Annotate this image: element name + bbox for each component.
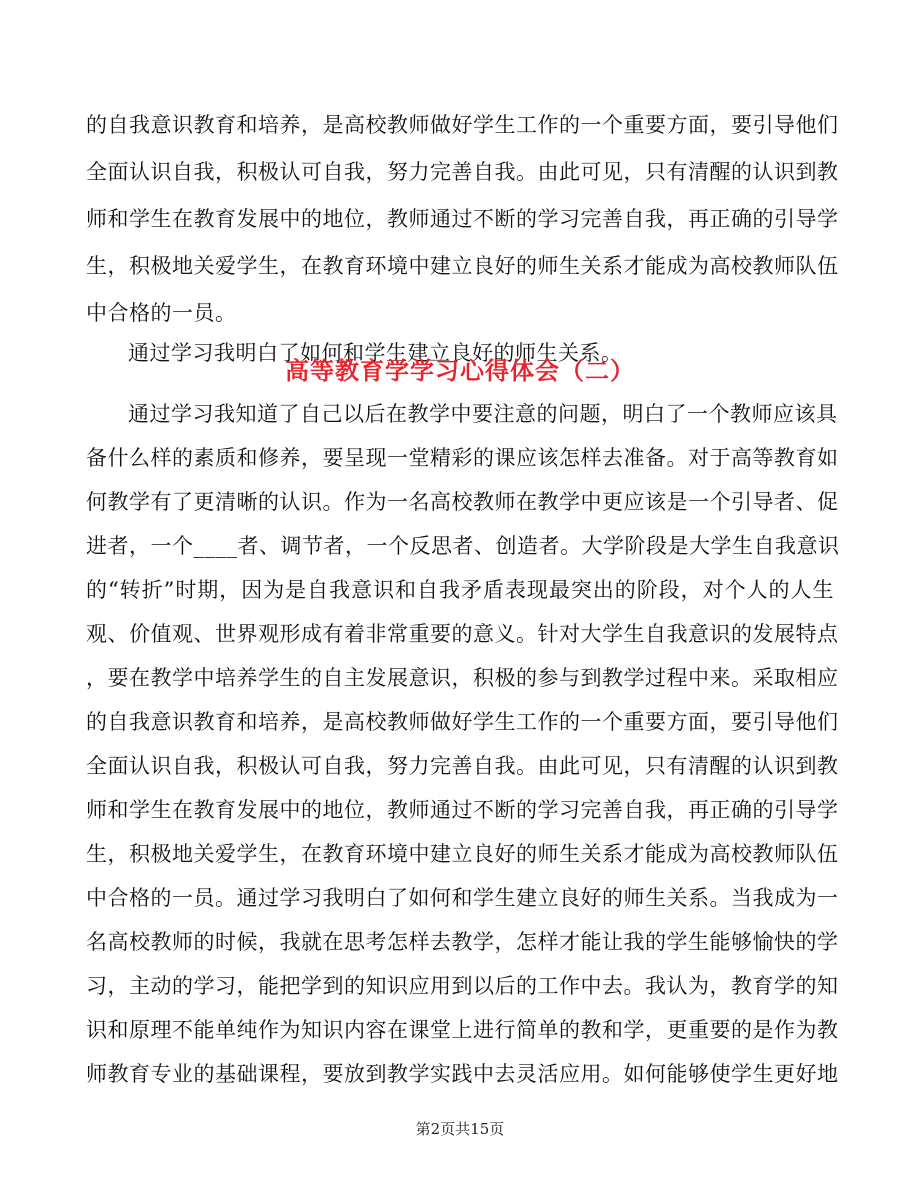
paragraph-line: 的自我意识教育和培养，是高校教师做好学生工作的一个重要方面，要引导他们 <box>86 710 839 734</box>
paragraph-line: 识和原理不能单纯作为知识内容在课堂上进行简单的教和学，更重要的是作为教 <box>86 1018 839 1042</box>
paragraph-line: 的“转折”时期，因为是自我意识和自我矛盾表现最突出的阶段，对个人的人生 <box>86 578 834 602</box>
paragraph-line: ，要在教学中培养学生的自主发展意识，积极的参与到教学过程中来。采取相应 <box>86 666 839 690</box>
paragraph-line: 师和学生在教育发展中的地位，教师通过不断的学习完善自我，再正确的引导学 <box>86 207 839 231</box>
paragraph-line: 中合格的一员。通过学习我明白了如何和学生建立良好的师生关系。当我成为一 <box>86 886 839 910</box>
paragraph-line: 备什么样的素质和修养，要呈现一堂精彩的课应该怎样去准备。对于高等教育如 <box>86 446 839 470</box>
paragraph-line: 生，积极地关爱学生，在教育环境中建立良好的师生关系才能成为高校教师队伍 <box>86 842 839 866</box>
paragraph-line: 名高校教师的时候，我就在思考怎样去教学，怎样才能让我的学生能够愉快的学 <box>86 930 839 954</box>
paragraph-line: 通过学习我知道了自己以后在教学中要注意的问题，明白了一个教师应该具 <box>128 402 838 426</box>
paragraph-line: 师教育专业的基础课程，要放到教学实践中去灵活应用。如何能够使学生更好地 <box>86 1062 839 1086</box>
paragraph-line: 全面认识自我，积极认可自我，努力完善自我。由此可见，只有清醒的认识到教 <box>86 160 839 184</box>
paragraph-line: 何教学有了更清晰的认识。作为一名高校教师在教学中更应该是一个引导者、促 <box>86 490 839 514</box>
paragraph-line: 进者，一个____者、调节者，一个反思者、创造者。大学阶段是大学生自我意识 <box>86 534 840 558</box>
paragraph-line: 观、价值观、世界观形成有着非常重要的意义。针对大学生自我意识的发展特点 <box>86 622 839 646</box>
short-paragraph: 通过学习我明白了如何和学生建立良好的师生关系。 <box>128 341 623 365</box>
paragraph-line: 生，积极地关爱学生，在教育环境中建立良好的师生关系才能成为高校教师队伍 <box>86 254 839 278</box>
paragraph-line: 师和学生在教育发展中的地位，教师通过不断的学习完善自我，再正确的引导学 <box>86 798 839 822</box>
paragraph-line: 的自我意识教育和培养，是高校教师做好学生工作的一个重要方面，要引导他们 <box>86 113 839 137</box>
paragraph-line: 习，主动的学习，能把学到的知识应用到以后的工作中去。我认为，教育学的知 <box>86 974 839 998</box>
paragraph-line: 中合格的一员。 <box>86 301 237 325</box>
page-number: 第2页共15页 <box>415 1120 505 1138</box>
paragraph-line: 全面认识自我，积极认可自我，努力完善自我。由此可见，只有清醒的认识到教 <box>86 754 839 778</box>
section-title: 高等教育学学习心得体会（二） <box>285 356 635 385</box>
